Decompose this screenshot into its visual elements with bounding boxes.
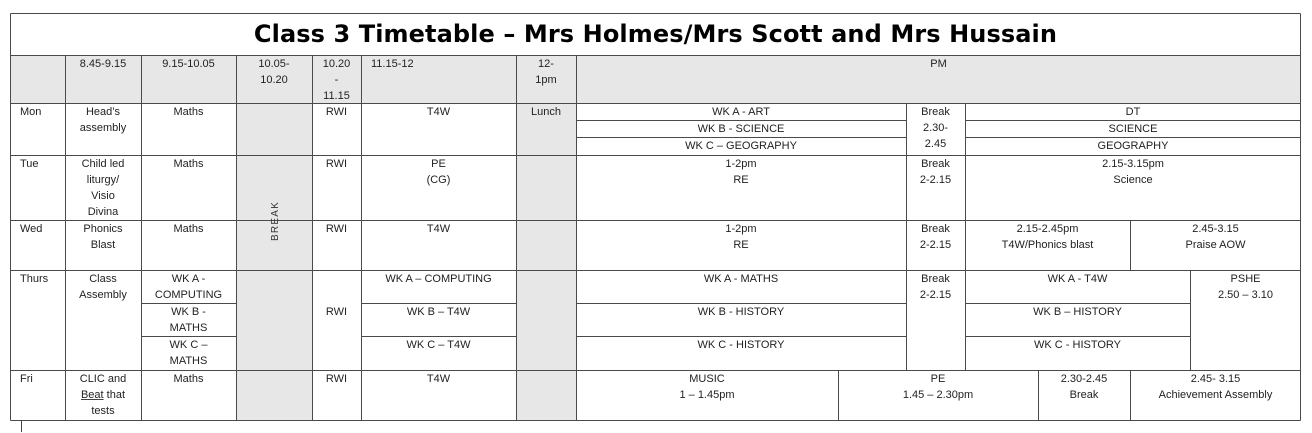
- thurs-late-wk-c: WK C – T4W: [406, 339, 471, 351]
- thurs-morning-wk-a: WK A - COMPUTING: [154, 273, 223, 301]
- fri-pe: PE 1.45 – 2.30pm: [902, 373, 974, 401]
- tue-rwi: RWI: [325, 158, 348, 170]
- wed-early: Phonics Blast: [83, 223, 123, 251]
- header-time-1020: 10.20 - 11.15: [322, 58, 351, 102]
- thurs-late-wk-b: WK B – T4W: [406, 306, 471, 318]
- thurs-pm3: PSHE 2.50 – 3.10: [1217, 273, 1274, 301]
- thurs-morning-wk-b: WK B - MATHS: [169, 306, 208, 334]
- thurs-break: Break 2-2.15: [919, 273, 952, 301]
- thurs-pm1-wk-c: WK C - HISTORY: [697, 339, 785, 351]
- fri-early-line1: CLIC and: [79, 373, 127, 385]
- mon-break: Break 2.30- 2.45: [921, 106, 950, 150]
- thurs-pm1-wk-b: WK B - HISTORY: [697, 306, 785, 318]
- text-cursor: [21, 421, 22, 432]
- header-time-12: 12- 1pm: [535, 58, 557, 86]
- tue-pm2: 2.15-3.15pm Science: [1102, 158, 1164, 186]
- fri-early: [65, 371, 141, 421]
- timetable: [10, 13, 1301, 421]
- day-wed: Wed: [20, 223, 43, 235]
- day-fri: Fri: [20, 373, 33, 385]
- fri-assembly: 2.45- 3.15 Achievement Assembly: [1158, 373, 1273, 401]
- mon-pm2-wk-a: DT: [1125, 106, 1141, 118]
- mon-late: T4W: [426, 106, 451, 118]
- day-thurs: Thurs: [20, 273, 49, 285]
- day-mon: Mon: [20, 106, 42, 118]
- wed-pm3: 2.45-3.15 Praise AOW: [1185, 223, 1246, 251]
- thurs-rwi: RWI: [325, 306, 348, 318]
- thurs-early: Class Assembly: [79, 273, 127, 301]
- thurs-pm2-wk-b: WK B – HISTORY: [1033, 306, 1122, 318]
- thurs-pm2-wk-a: WK A - T4W: [1047, 273, 1108, 285]
- tue-late: PE (CG): [426, 158, 451, 186]
- fri-early-beat: Beat: [80, 389, 104, 401]
- fri-break: 2.30-2.45 Break: [1060, 373, 1108, 401]
- thurs-late-wk-a: WK A – COMPUTING: [385, 273, 492, 285]
- mon-pm2-wk-c: GEOGRAPHY: [1097, 140, 1169, 152]
- thurs-pm2-wk-c: WK C - HISTORY: [1034, 339, 1121, 351]
- thurs-morning-wk-c: WK C – MATHS: [169, 339, 208, 367]
- header-time-1005: 10.05- 10.20: [258, 58, 290, 86]
- tue-break: Break 2-2.15: [919, 158, 952, 186]
- header-pm: PM: [930, 58, 947, 70]
- mon-pm2-wk-b: SCIENCE: [1108, 123, 1158, 135]
- header-time-845: 8.45-9.15: [79, 58, 127, 70]
- lunch-label: Lunch: [531, 106, 561, 118]
- header-time-915: 9.15-10.05: [162, 58, 215, 70]
- mon-morning: Maths: [173, 106, 204, 118]
- lunch-column-shade: [516, 103, 576, 421]
- break-column-shade: [236, 103, 312, 421]
- fri-early-line2: that tests: [91, 389, 126, 417]
- wed-pm1: 1-2pm RE: [725, 223, 757, 251]
- wed-break: Break 2-2.15: [919, 223, 952, 251]
- mon-early: Head’s assembly: [79, 106, 127, 134]
- mon-pm1-wk-c: WK C – GEOGRAPHY: [685, 140, 797, 152]
- fri-rwi: RWI: [325, 373, 348, 385]
- break-column-label: BREAK: [270, 201, 281, 241]
- page-title: Class 3 Timetable – Mrs Holmes/Mrs Scott and Mrs Hussain: [253, 20, 1058, 48]
- tue-pm1: 1-2pm RE: [725, 158, 757, 186]
- mon-pm1-wk-a: WK A - ART: [712, 106, 770, 118]
- tue-morning: Maths: [173, 158, 204, 170]
- mon-pm1-wk-b: WK B - SCIENCE: [697, 123, 785, 135]
- tue-early: Child led liturgy/ Visio Divina: [81, 158, 125, 218]
- day-tue: Tue: [20, 158, 39, 170]
- wed-pm2: 2.15-2.45pm T4W/Phonics blast: [1001, 223, 1094, 251]
- wed-rwi: RWI: [325, 223, 348, 235]
- wed-morning: Maths: [173, 223, 204, 235]
- wed-late: T4W: [426, 223, 451, 235]
- mon-rwi: RWI: [325, 106, 348, 118]
- fri-music: MUSIC 1 – 1.45pm: [679, 373, 735, 401]
- header-time-1115: 11.15-12: [371, 58, 414, 70]
- fri-late: T4W: [426, 373, 451, 385]
- fri-morning: Maths: [173, 373, 204, 385]
- thurs-pm1-wk-a: WK A - MATHS: [703, 273, 779, 285]
